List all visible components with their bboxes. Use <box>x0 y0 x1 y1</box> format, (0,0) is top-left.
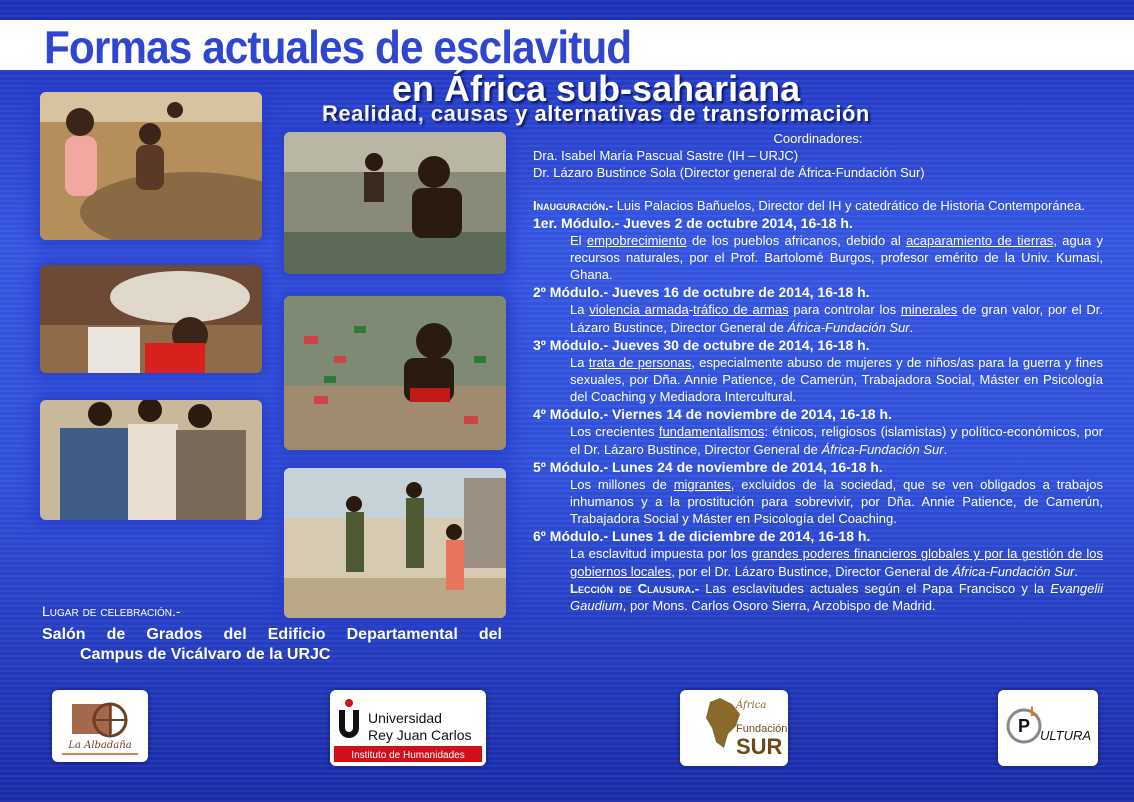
photo-child-soldiers <box>284 468 506 618</box>
module-4-description: Los crecientes fundamentalismos: étnicos, religiosos (islamistas) y político-económicos, por el Dr. Lázaro Bustince, Director General de África-Fundación Sur. <box>570 424 1103 457</box>
module-3-description: La trata de personas, especialmente abuso de mujeres y de niños/as para la guerra y fines sexuales, por Dña. Annie Patience, de Camerún, Trabajadora Social, Máster en Psicología del Coaching y Mediadora Intercultural. <box>570 354 1103 405</box>
logo-urjc <box>330 690 486 766</box>
photo-child-scrap-metal <box>284 296 506 450</box>
coordinators-heading: Coordinadores: <box>773 131 863 146</box>
main-title: Formas actuales de esclavitud <box>44 21 632 73</box>
program-text <box>533 130 1103 614</box>
coordinator-1: Dra. Isabel María Pascual Sastre (IH – URJC) <box>533 148 799 164</box>
venue-label: Lugar de celebración.- <box>42 603 181 619</box>
africa-word: África <box>736 700 767 711</box>
module-6-heading: 6º Módulo.- Lunes 1 de diciembre de 2014, 16-18 h. <box>533 528 871 545</box>
logo-fundacion-sur <box>680 690 788 766</box>
photo-child-carrying-sack <box>40 265 262 373</box>
svg-text:P: P <box>1018 716 1031 736</box>
module-6-description: La esclavitud impuesta por los grandes poderes financieros globales y por la gestión de los gobiernos locales, por el Dr. Lázaro Bustince, Director General de África-Fundación Sur. <box>570 546 1103 579</box>
sur-word: SUR <box>736 734 783 759</box>
cultura-word: ULTURA <box>1040 728 1092 743</box>
venue-line-1: Salón de Grados del Edificio Departamental del <box>42 626 502 643</box>
coordinator-2: Dr. Lázaro Bustince Sola (Director general de África-Fundación Sur) <box>533 165 925 181</box>
inauguration-text: Luis Palacios Bañuelos, Director del IH y catedrático de Historia Contemporánea. <box>616 197 1085 213</box>
subtitle: en África sub-sahariana <box>392 68 801 109</box>
module-4-heading: 4º Módulo.- Viernes 14 de noviembre de 2014, 16-18 h. <box>533 406 892 423</box>
module-5-description: Los millones de migrantes, excluidos de la sociedad, que se ven obligados a trabajos inhumanos y a la prostitución para sobrevivir, por Dña. Annie Patience, de Camerún, Trabajadora Social y Máster en Psicología del Coaching. <box>570 476 1103 527</box>
albadana-text: La Albadaña <box>68 740 132 751</box>
logo-albadana <box>52 690 148 762</box>
photo-children-mining <box>40 92 262 240</box>
module-2-description: La violencia armada-tráfico de armas para controlar los minerales de gran valor, por el Dr. Lázaro Bustince, Director General de África-Fundación Sur. <box>570 302 1104 335</box>
photo-child-fishing-net <box>284 132 506 274</box>
venue-line-2: Campus de Vicálvaro de la URJC <box>80 646 331 663</box>
inauguration-label: Inauguración.- <box>533 197 614 213</box>
module-1-description: El empobrecimiento de los pueblos africanos, debido al acaparamiento de tierras, agua y recursos naturales, por el Prof. Bartolomé Burgos, profesor emérito de la Univ. Kumasi, Ghana. <box>570 232 1104 283</box>
inauguration <box>533 197 1103 214</box>
fundacion-word: Fundación <box>736 723 788 735</box>
svg-text:L: L <box>1030 703 1039 719</box>
closing-lecture: Lección de Clausura.- Las esclavitudes actuales según el Papa Francisco y la Evangelii Gaudium, por Mons. Carlos Osoro Sierra, Arzobispo de Madrid. <box>570 580 1103 614</box>
module-1-heading: 1er. Módulo.- Jueves 2 de octubre 2014, 16-18 h. <box>533 214 853 231</box>
urjc-line-1: Universidad <box>368 710 442 726</box>
urjc-line-2: Rey Juan Carlos <box>368 727 472 743</box>
logo-cultura <box>998 690 1098 766</box>
photo-children-backs <box>40 400 262 520</box>
urjc-institute: Instituto de Humanidades <box>351 750 465 761</box>
module-5-heading: 5º Módulo.- Lunes 24 de noviembre de 2014, 16-18 h. <box>533 458 883 475</box>
module-3-heading: 3º Módulo.- Jueves 30 de octubre de 2014, 16-18 h. <box>533 336 870 353</box>
module-2-heading: 2º Módulo.- Jueves 16 de octubre de 2014, 16-18 h. <box>533 284 870 301</box>
tagline: Realidad, causas y alternativas de transformación <box>322 101 870 126</box>
